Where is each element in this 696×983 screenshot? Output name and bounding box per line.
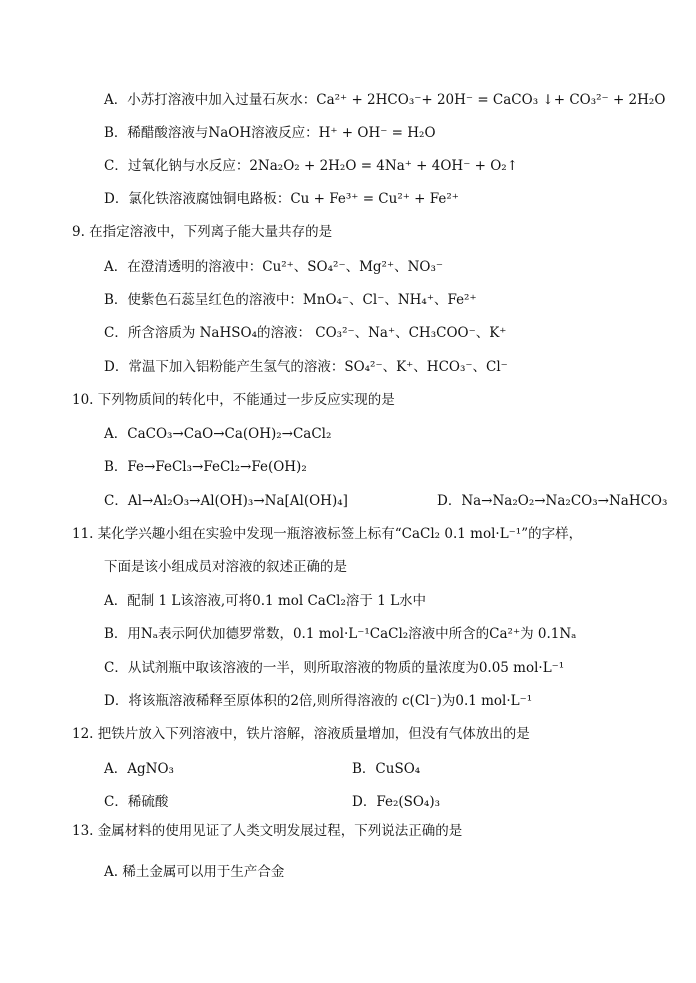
- q12-stem: 12. 把铁片放入下列溶液中，铁片溶解，溶液质量增加，但没有气体放出的是: [72, 726, 530, 742]
- q11-option-c: C．从试剂瓶中取该溶液的一半，则所取溶液的物质的量浓度为0.05 mol·L⁻¹: [104, 660, 565, 676]
- q12-option-d: D．Fe₂(SO₄)₃: [352, 794, 441, 810]
- q12-option-b: B．CuSO₄: [352, 761, 421, 777]
- q10-option-d: D．Na→Na₂O₂→Na₂CO₃→NaHCO₃: [437, 493, 668, 509]
- q11-option-b: B．用Nₐ表示阿伏加德罗常数，0.1 mol·L⁻¹CaCl₂溶液中所含的Ca²⁺为 0.1Nₐ: [104, 626, 577, 642]
- q8-option-a: A．小苏打溶液中加入过量石灰水：Ca²⁺ + 2HCO₃⁻+ 20H⁻ = CaCO₃ ↓+ CO₃²⁻ + 2H₂O: [104, 92, 666, 108]
- q9-option-c: C．所含溶质为 NaHSO₄的溶液： CO₃²⁻、Na⁺、CH₃COO⁻、K⁺: [104, 325, 507, 341]
- q11-stem-line1: 11. 某化学兴趣小组在实验中发现一瓶溶液标签上标有“CaCl₂ 0.1 mol·L⁻¹”的字样，: [72, 526, 583, 542]
- q10-option-b: B．Fe→FeCl₃→FeCl₂→Fe(OH)₂: [104, 459, 307, 475]
- q9-option-a: A．在澄清透明的溶液中：Cu²⁺、SO₄²⁻、Mg²⁺、NO₃⁻: [104, 259, 443, 275]
- q8-option-c: C．过氧化钠与水反应：2Na₂O₂ + 2H₂O = 4Na⁺ + 4OH⁻ + O₂↑: [104, 158, 519, 174]
- q12-option-c: C．稀硫酸: [104, 794, 169, 810]
- q11-stem-line2: 下面是该小组成员对溶液的叙述正确的是: [104, 559, 347, 575]
- q10-option-a: A．CaCO₃→CaO→Ca(OH)₂→CaCl₂: [104, 426, 332, 442]
- q9-option-b: B．使紫色石蕊呈红色的溶液中：MnO₄⁻、Cl⁻、NH₄⁺、Fe²⁺: [104, 292, 477, 308]
- q9-option-d: D．常温下加入铝粉能产生氢气的溶液：SO₄²⁻、K⁺、HCO₃⁻、Cl⁻: [104, 359, 508, 375]
- q8-option-d: D．氯化铁溶液腐蚀铜电路板：Cu + Fe³⁺ = Cu²⁺ + Fe²⁺: [104, 191, 459, 207]
- q10-stem: 10. 下列物质间的转化中，不能通过一步反应实现的是: [72, 392, 395, 408]
- q9-stem: 9. 在指定溶液中，下列离子能大量共存的是: [72, 224, 333, 240]
- q11-option-a: A．配制 1 L该溶液,可将0.1 mol CaCl₂溶于 1 L水中: [104, 593, 427, 609]
- q12-option-a: A．AgNO₃: [104, 761, 174, 777]
- q8-option-b: B．稀醋酸溶液与NaOH溶液反应：H⁺ + OH⁻ = H₂O: [104, 125, 436, 141]
- q13-option-a: A. 稀土金属可以用于生产合金: [104, 864, 285, 880]
- q10-option-c: C．Al→Al₂O₃→Al(OH)₃→Na[Al(OH)₄]: [104, 493, 348, 509]
- q13-stem: 13. 金属材料的使用见证了人类文明发展过程，下列说法正确的是: [72, 823, 463, 839]
- q11-option-d: D．将该瓶溶液稀释至原体积的2倍,则所得溶液的 c(Cl⁻)为0.1 mol·L⁻¹: [104, 693, 533, 709]
